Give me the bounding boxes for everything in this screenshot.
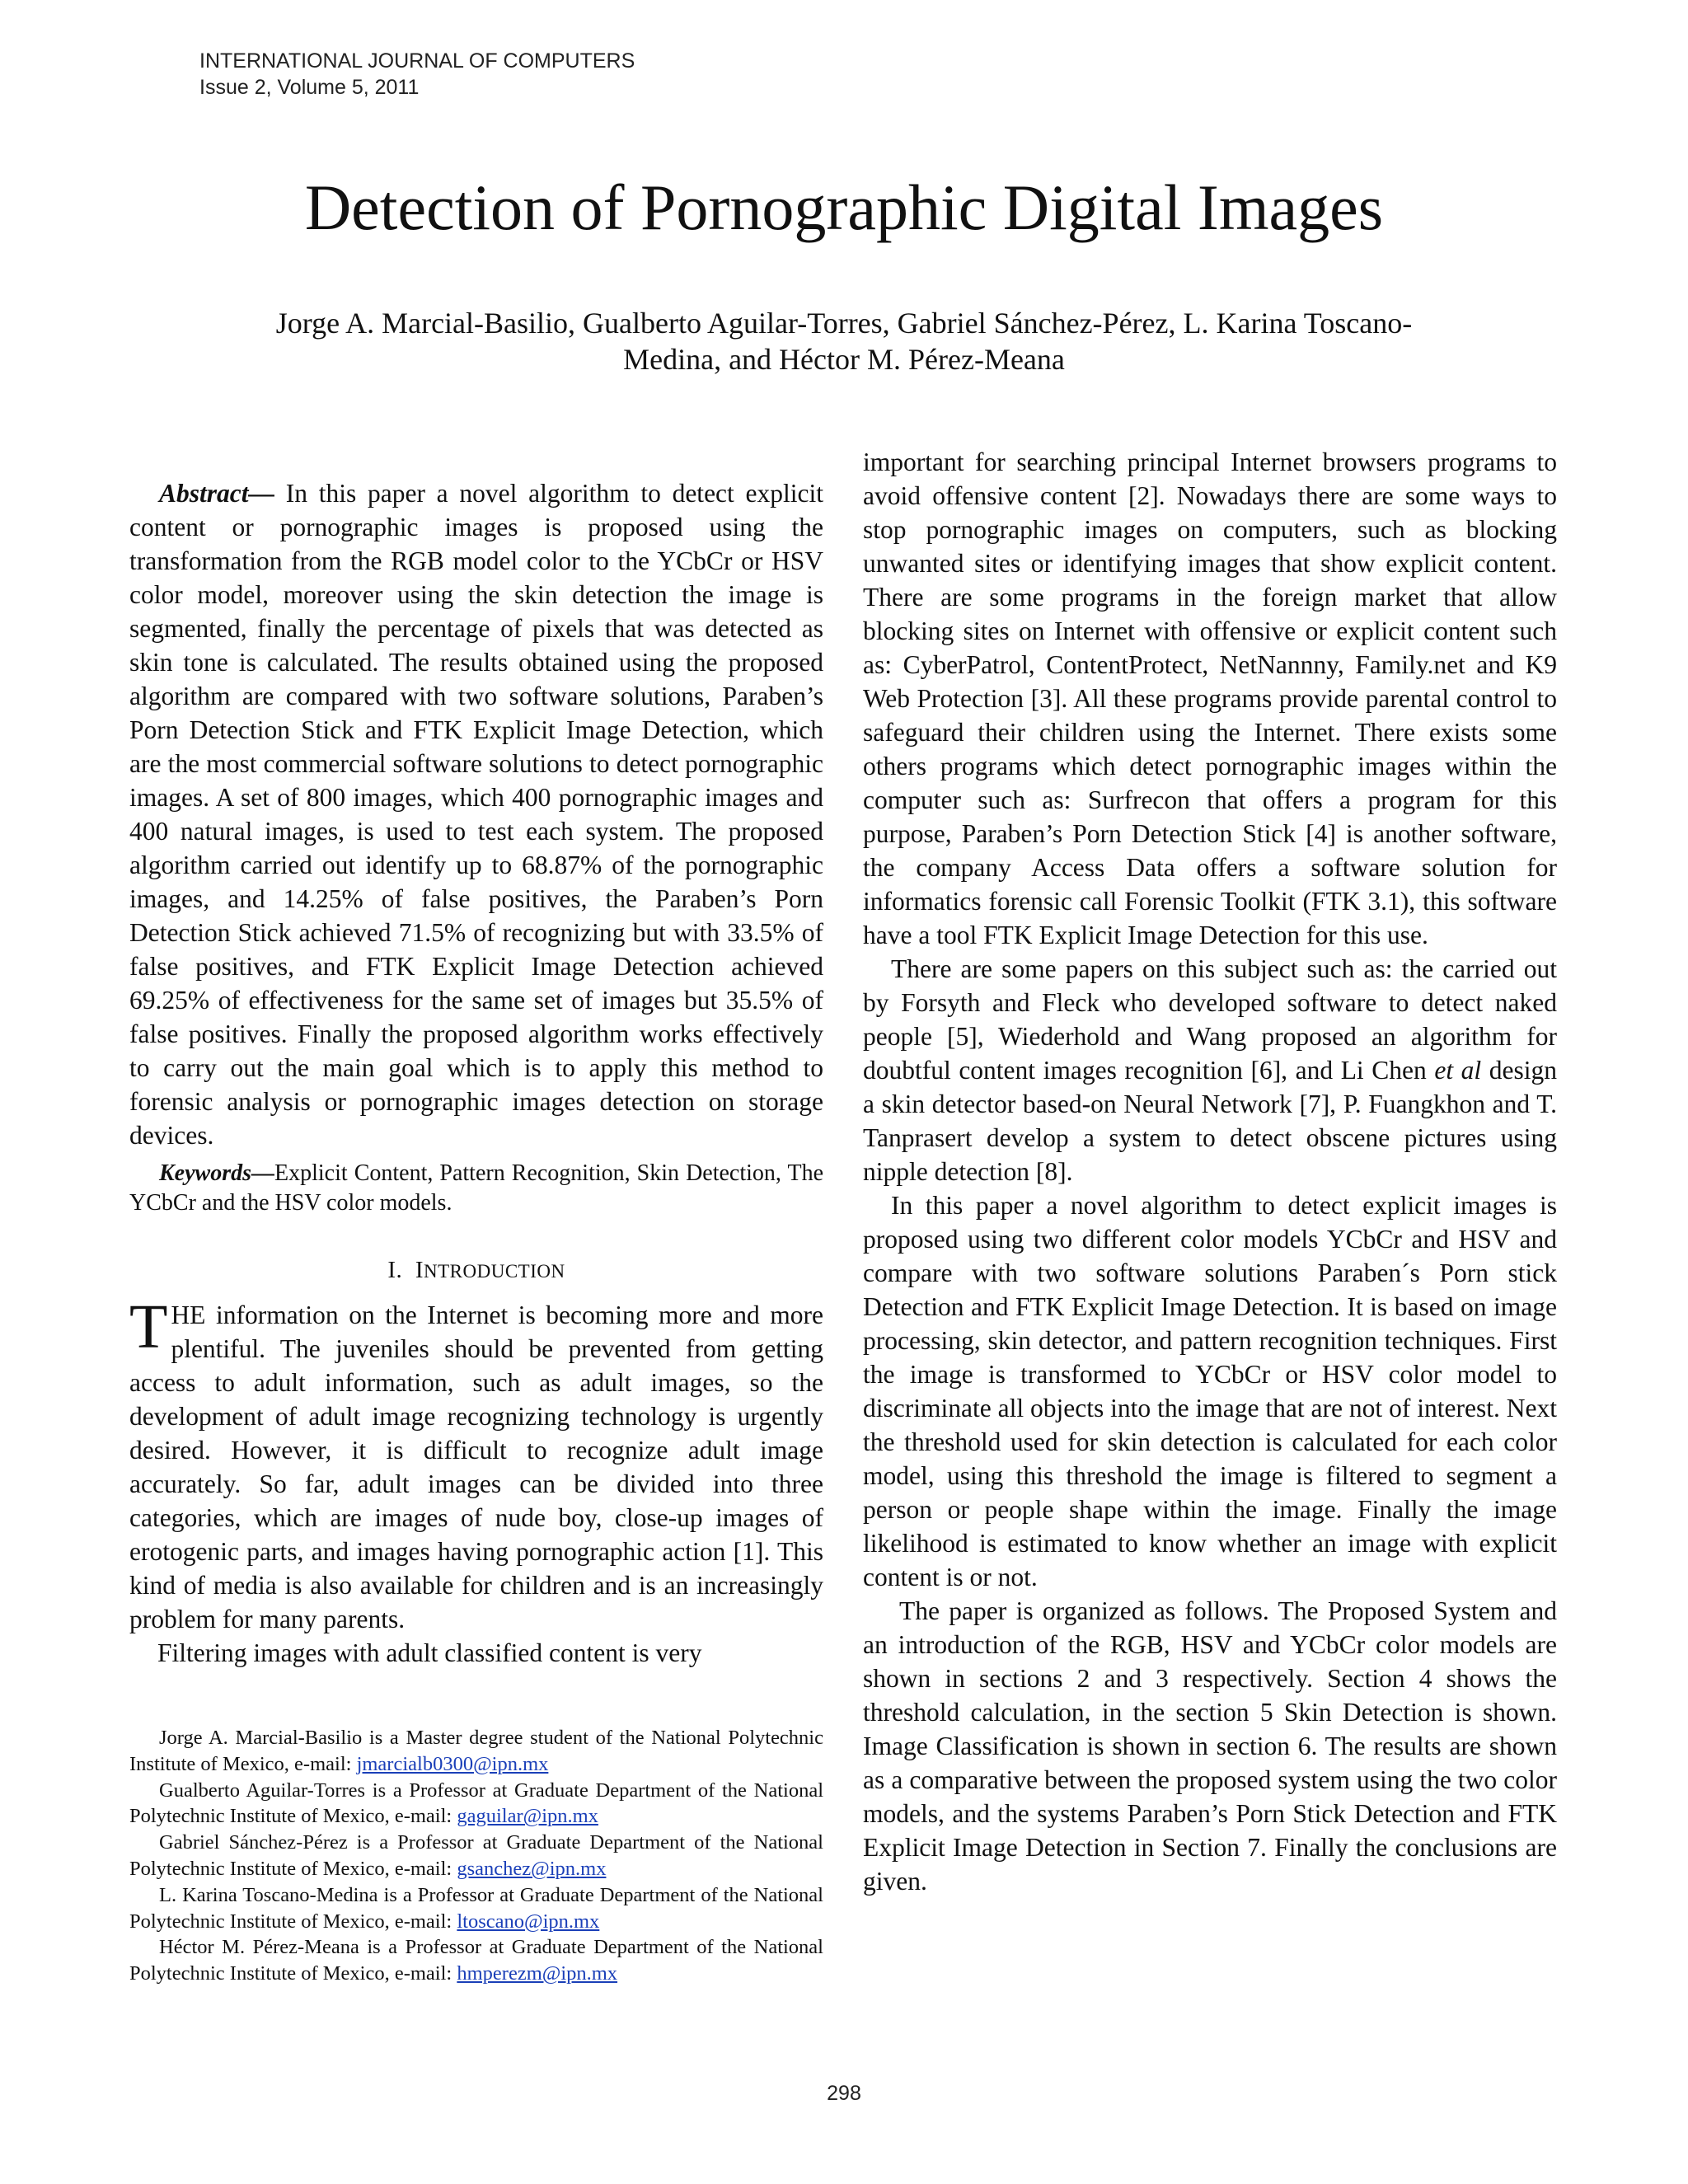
journal-issue: Issue 2, Volume 5, 2011 xyxy=(199,76,420,99)
footnote-email-link[interactable]: gsanchez@ipn.mx xyxy=(457,1857,607,1880)
footnote xyxy=(129,1830,823,1882)
journal-header xyxy=(199,48,635,101)
drop-cap: T xyxy=(129,1292,168,1361)
footnote-text: Jorge A. Marcial-Basilio is a Master degree student of the National Polytechnic Institute of Mexico, e-mail: xyxy=(129,1727,823,1775)
footnote-email-link[interactable]: gaguilar@ipn.mx xyxy=(457,1805,598,1828)
footnote xyxy=(129,1882,823,1935)
intro-paragraph-1-text: HE information on the Internet is becoming more and more plentiful. The juveniles should be prevented from getting access to adult information, such as adult images, so the development of adult image recognizing technology is urgently desired. However, it is difficult to recognize adult image accurately. So far, adult images can be divided into three categories, which are images of nude boy, close-up images of erotogenic parts, and images having pornographic action [1]. This kind of media is also available for children and is an increasingly problem for many parents. xyxy=(129,1301,823,1633)
footnote xyxy=(129,1725,823,1778)
paper-title: Detection of Pornographic Digital Images xyxy=(304,171,1384,243)
right-paragraph-2 xyxy=(863,952,1557,1188)
abstract-label: Abstract— xyxy=(159,479,275,508)
right-paragraph-2a: There are some papers on this subject such as: the carried out by Forsyth and Fleck who developed software to detect naked people [5], Wiederhold and Wang proposed an algorithm for doubtful content images recognition [6], and Li Chen xyxy=(863,954,1557,1085)
right-paragraph-2b: design a skin detector based-on Neural Network [7], P. Fuangkhon and T. Tanprasert develop a system to detect obscene pictures using nipple detection [8]. xyxy=(863,1056,1557,1186)
intro-paragraph-1 xyxy=(129,1292,823,1636)
footnote-email-link[interactable]: hmperezm@ipn.mx xyxy=(457,1962,618,1985)
right-column xyxy=(863,445,1557,1898)
author-list xyxy=(206,305,1482,377)
right-paragraph-3: In this paper a novel algorithm to detect explicit images is proposed using two different color models YCbCr and HSV and compare with two software solutions Paraben´s Porn stick Detection and FTK Explicit Image Detection. It is based on image processing, skin detector, and pattern recognition techniques. First the image is transformed to YCbCr or HSV color model to discriminate all objects into the image that are not of interest. Next the threshold used for skin detection is calculated for each color model, using this threshold the image is filtered to segment a person or people shape within the image. Finally the image likelihood is estimated to know whether an image with explicit content is or not. xyxy=(863,1191,1557,1591)
keywords xyxy=(129,1159,823,1218)
footnote xyxy=(129,1934,823,1987)
footnote-text: Héctor M. Pérez-Meana is a Professor at Graduate Department of the National Polytechnic Institute of Mexico, e-mail: xyxy=(129,1936,823,1985)
footnote-text: Gabriel Sánchez-Pérez is a Professor at Graduate Department of the National Polytechnic Institute of Mexico, e-mail: xyxy=(129,1831,823,1880)
introduction-body xyxy=(129,1292,823,1670)
abstract-text: In this paper a novel algorithm to detect explicit content or pornographic images is proposed using the transformation from the RGB model color to the YCbCr or HSV color model, moreover using the skin detection the image is segmented, finally the percentage of pixels that was detected as skin tone is calculated. The results obtained using the proposed algorithm are compared with two software solutions, Paraben’s Porn Detection Stick and FTK Explicit Image Detection, which are the most commercial software solutions to detect pornographic images. A set of 800 images, which 400 pornographic images and 400 natural images, is used to test each system. The proposed algorithm carried out identify up to 68.87% of the pornographic images, and 14.25% of false positives, the Paraben’s Porn Detection Stick achieved 71.5% of recognizing but with 33.5% of false positives, and FTK Explicit Image Detection achieved 69.25% of effectiveness for the same set of images but 35.5% of false positives. Finally the proposed algorithm works effectively to carry out the main goal which is to apply this method to forensic analysis or pornographic images detection on storage devices. xyxy=(129,479,823,1150)
section-title-first: I xyxy=(415,1257,424,1283)
author-footnotes xyxy=(129,1725,823,1987)
footnote-email-link[interactable]: ltoscano@ipn.mx xyxy=(457,1910,600,1933)
et-al: et al xyxy=(1434,1056,1482,1085)
author-line-1: Jorge A. Marcial-Basilio, Gualberto Aguilar-Torres, Gabriel Sánchez-Pérez, L. Karina Toscano- xyxy=(275,307,1413,340)
right-paragraph-4: The paper is organized as follows. The Proposed System and an introduction of the RGB, HSV and YCbCr color models are shown in sections 2 and 3 respectively. Section 4 shows the threshold calculation, in the section 5 Skin Detection is shown. Image Classification is shown in section 6. The results are shown as a comparative between the proposed system using the two color models, and the systems Paraben’s Porn Stick Detection and FTK Explicit Image Detection in Section 7. Finally the conclusions are given. xyxy=(863,1596,1557,1896)
footnote-text: L. Karina Toscano-Medina is a Professor at Graduate Department of the National Polytechnic Institute of Mexico, e-mail: xyxy=(129,1883,823,1933)
keywords-label: Keywords— xyxy=(159,1160,274,1186)
section-title-rest: NTRODUCTION xyxy=(423,1261,565,1282)
footnote xyxy=(129,1778,823,1830)
footnote-text: Gualberto Aguilar-Torres is a Professor at Graduate Department of the National Polytechnic Institute of Mexico, e-mail: xyxy=(129,1779,823,1828)
footnote-email-link[interactable]: jmarcialb0300@ipn.mx xyxy=(356,1752,549,1775)
abstract xyxy=(129,476,823,1152)
section-number: I. xyxy=(387,1257,403,1283)
intro-paragraph-2: Filtering images with adult classified content is very xyxy=(157,1638,702,1667)
journal-name: INTERNATIONAL JOURNAL OF COMPUTERS xyxy=(199,49,635,73)
author-line-2: Medina, and Héctor M. Pérez-Meana xyxy=(623,343,1065,376)
page-number: 298 xyxy=(827,2082,861,2105)
keywords-text: Explicit Content, Pattern Recognition, Skin Detection, The YCbCr and the HSV color models. xyxy=(129,1160,823,1216)
right-paragraph-1: important for searching principal Internet browsers programs to avoid offensive content [2]. Nowadays there are some ways to stop pornographic images on computers, such as blocking unwanted sites or identifying images that show explicit content. There are some programs in the foreign market that allow blocking sites on Internet with offensive or explicit content such as: CyberPatrol, ContentProtect, NetNannny, Family.net and K9 Web Protection [3]. All these programs provide parental control to safeguard their children using the Internet. There exists some others programs which detect pornographic images within the computer such as: Surfrecon that offers a program for this purpose, Paraben’s Porn Detection Stick [4] is another software, the company Access Data offers a software solution for informatics forensic call Forensic Toolkit (FTK 3.1), this software have a tool FTK Explicit Image Detection for this use. xyxy=(863,448,1557,949)
section-heading-introduction xyxy=(129,1255,823,1286)
